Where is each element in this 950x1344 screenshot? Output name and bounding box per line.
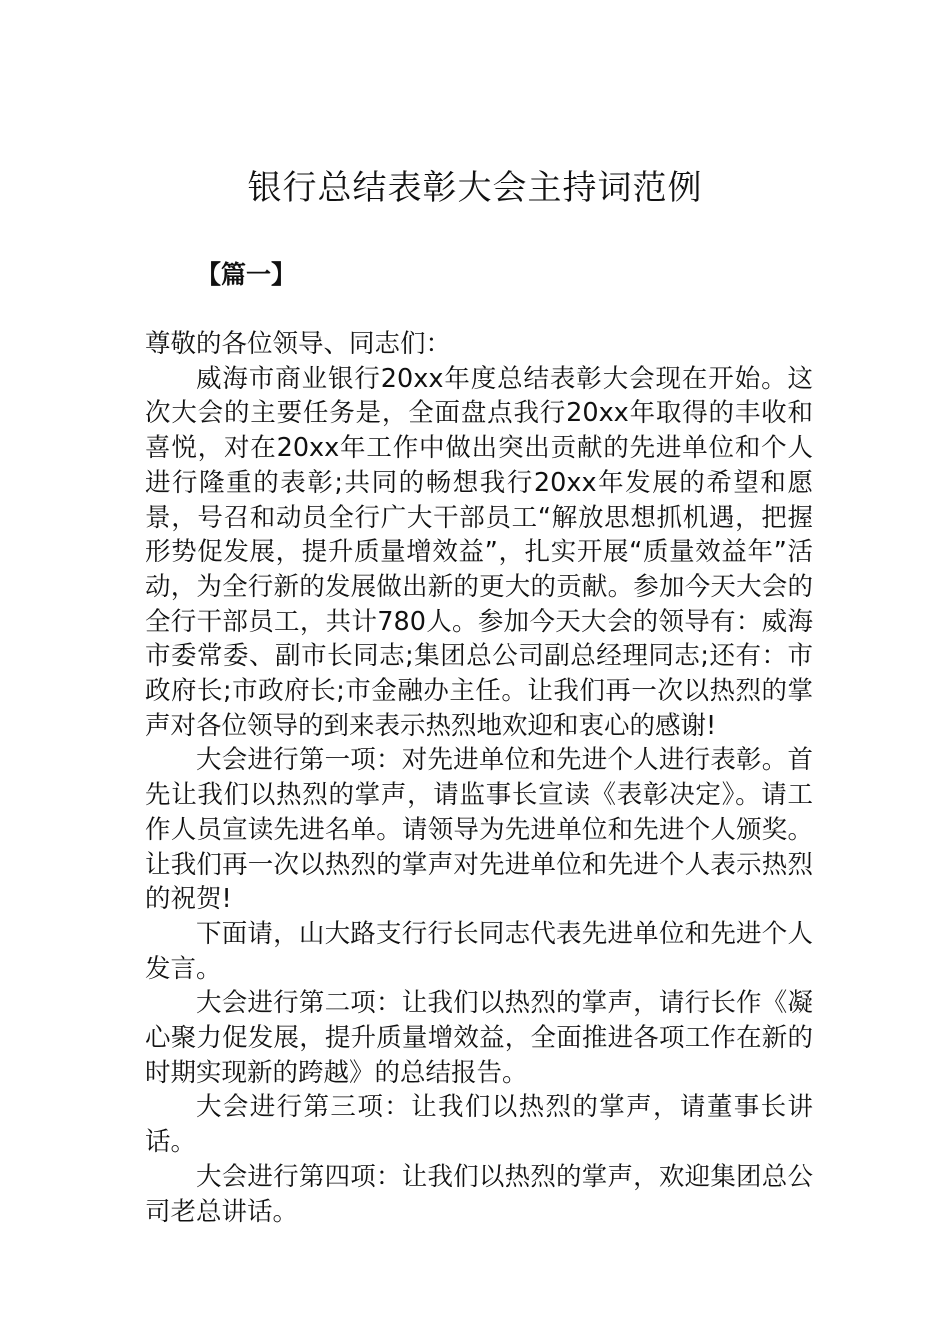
paragraph-item-three: 大会进行第三项：让我们以热烈的掌声，请董事长讲话。 bbox=[145, 1092, 813, 1158]
paragraph-item-two: 大会进行第二项：让我们以热烈的掌声，请行长作《凝心聚力促发展，提升质量增效益，全面推进各项工作在新的时期实现新的跨越》的总结报告。 bbox=[145, 988, 813, 1088]
section-heading: 【篇一】 bbox=[196, 260, 297, 289]
document-body bbox=[145, 327, 813, 1229]
document-title: 银行总结表彰大会主持词范例 bbox=[247, 168, 703, 208]
paragraph-item-one: 大会进行第一项：对先进单位和先进个人进行表彰。首先让我们以热烈的掌声，请监事长宣读《表彰决定》。请工作人员宣读先进名单。请领导为先进单位和先进个人颁奖。让我们再一次以热烈的掌声对先进单位和先进个人表示热烈的祝贺! bbox=[145, 745, 813, 915]
paragraph-representative-speech: 下面请，山大路支行行长同志代表先进单位和先进个人发言。 bbox=[145, 918, 813, 984]
paragraph-item-four: 大会进行第四项：让我们以热烈的掌声，欢迎集团总公司老总讲话。 bbox=[145, 1161, 813, 1227]
paragraph-opening: 威海市商业银行20xx年度总结表彰大会现在开始。这次大会的主要任务是，全面盘点我行20xx年取得的丰收和喜悦，对在20xx年工作中做出突出贡献的先进单位和个人进行隆重的表彰;共同的畅想我行20xx年发展的希望和愿景，号召和动员全行广大干部员工“解放思想抓机遇，把握形势促发展，提升质量增效益”，扎实开展“质量效益年”活动，为全行新的发展做出新的更大的贡献。参加今天大会的全行干部员工，共计780人。参加今天大会的领导有：威海市委常委、副市长同志;集团总公司副总经理同志;还有：市政府长;市政府长;市金融办主任。让我们再一次以热烈的掌声对各位领导的到来表示热烈地欢迎和衷心的感谢! bbox=[145, 363, 813, 741]
salutation: 尊敬的各位领导、同志们： bbox=[145, 329, 452, 359]
